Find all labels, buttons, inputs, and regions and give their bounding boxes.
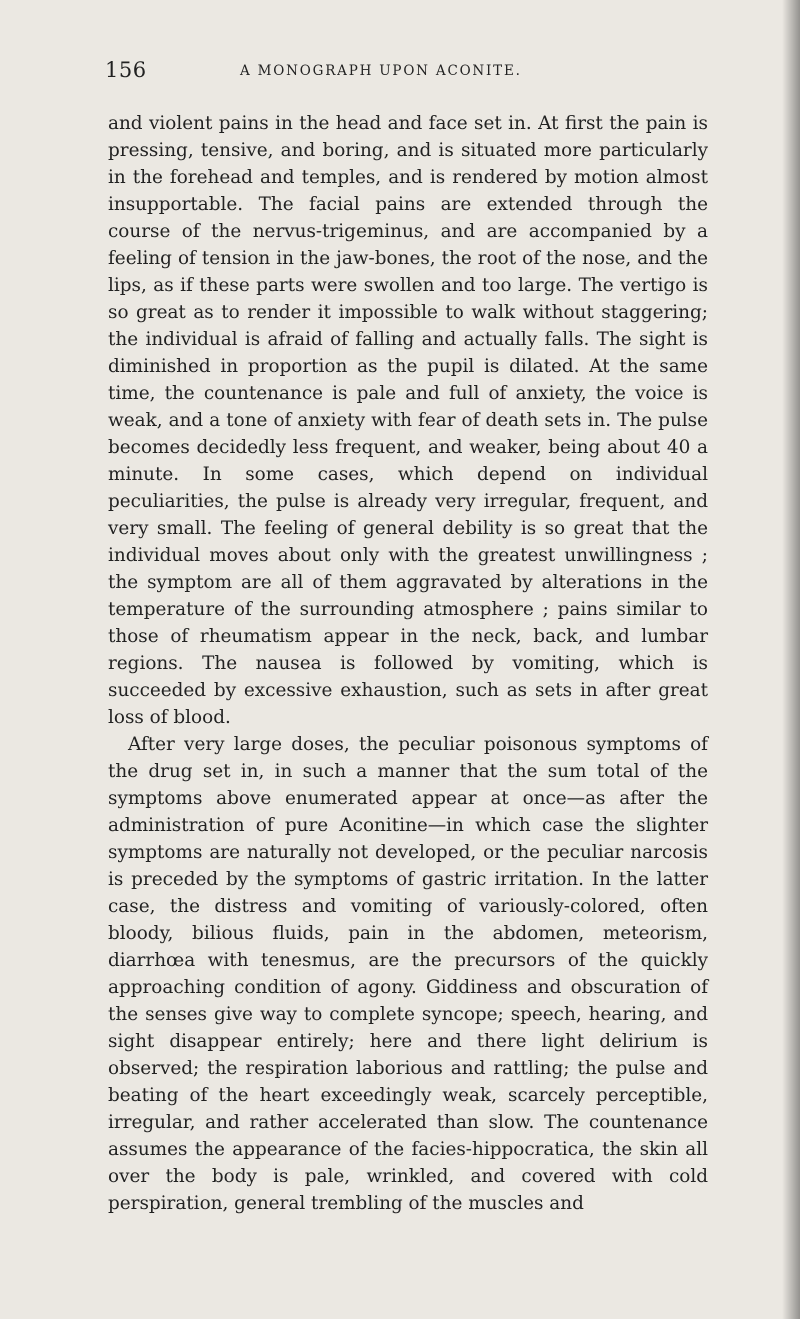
page-header (105, 58, 705, 88)
body-text (108, 110, 708, 1217)
page-number: 156 (105, 58, 147, 82)
paragraph-continued: and violent pains in the head and face set in. At first the pain is pressing, tensive, and boring, and is situated more particularly in the forehead and temples, and is rendered by motion almost insupportable. The facial pains are extended through the course of the nervus-trigeminus, and are accompanied by a feeling of tension in the jaw-bones, the root of the nose, and the lips, as if these parts were swollen and too large. The vertigo is so great as to render it impossible to walk without staggering; the individual is afraid of falling and actually falls. The sight is diminished in proportion as the pupil is dilated. At the same time, the countenance is pale and full of anxiety, the voice is weak, and a tone of anxiety with fear of death sets in. The pulse becomes decidedly less frequent, and weaker, being about 40 a minute. In some cases, which depend on individual peculiarities, the pulse is already very irregular, frequent, and very small. The feeling of general debility is so great that the individual moves about only with the greatest unwillingness ; the symptom are all of them aggravated by alterations in the temperature of the surrounding atmosphere ; pains similar to those of rheumatism appear in the neck, back, and lumbar regions. The nausea is followed by vomiting, which is succeeded by excessive exhaustion, such as sets in after great loss of blood. (108, 113, 708, 728)
paragraph-large-doses: After very large doses, the peculiar poisonous symptoms of the drug set in, in such a manner that the sum total of the symptoms above enumerated appear at once—as after the administration of pure Aconitine—in which case the slighter symptoms are naturally not developed, or the peculiar narcosis is preceded by the symptoms of gastric irritation. In the latter case, the distress and vomiting of variously-colored, often bloody, bilious fluids, pain in the abdomen, meteorism, diarrhœa with tenesmus, are the precursors of the quickly approaching condition of agony. Giddiness and obscuration of the senses give way to complete syncope; speech, hearing, and sight disappear entirely; here and there light delirium is observed; the respiration laborious and rattling; the pulse and beating of the heart exceedingly weak, scarcely perceptible, irregular, and rather accelerated than slow. The countenance assumes the appearance of the facies-hippocratica, the skin all over the body is pale, wrinkled, and covered with cold perspiration, general trembling of the muscles and (108, 734, 708, 1214)
page-edge-shadow (782, 0, 800, 1319)
running-head: A MONOGRAPH UPON ACONITE. (240, 63, 522, 79)
